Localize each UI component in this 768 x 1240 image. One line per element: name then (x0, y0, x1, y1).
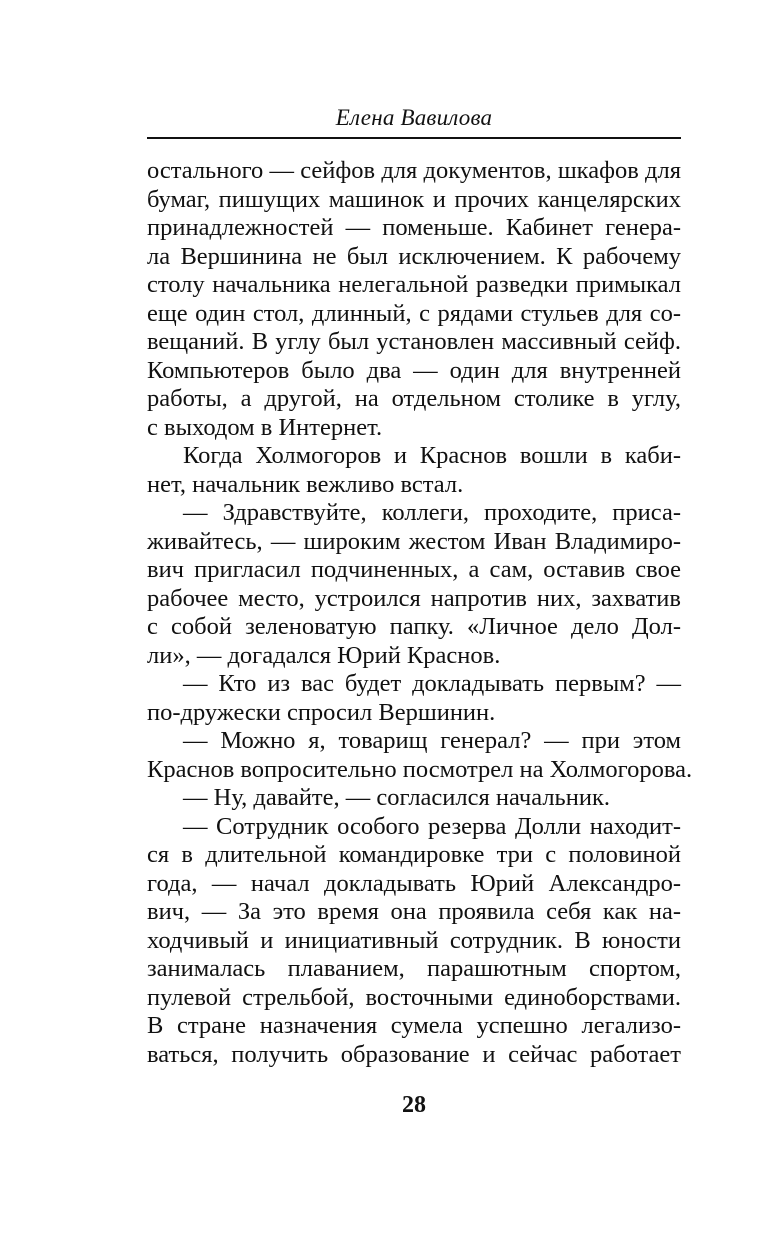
text-line: ла Вершинина не был исключением. К рабочему (147, 242, 681, 270)
text-line: занималась плаванием, парашютным спортом, (147, 955, 681, 982)
text-line: Краснов вопросительно посмотрел на Холмогорова. (147, 755, 693, 783)
text-line: пулевой стрельбой, восточными единоборствами. (147, 983, 681, 1011)
text-line: вич, — За это время она проявила себя как на- (147, 898, 681, 925)
text-line: ходчивый и инициативный сотрудник. В юности (147, 926, 681, 954)
body-text (147, 157, 693, 1069)
text-line: рабочее место, устроился напротив них, захватив (147, 584, 681, 612)
text-line: — Можно я, товарищ генерал? — при этом (183, 727, 681, 754)
text-line: столу начальника нелегальной разведки примыкал (147, 271, 681, 298)
text-line: Компьютеров было два — один для внутренней (147, 356, 681, 384)
text-line: еще один стол, длинный, с рядами стульев для со- (147, 299, 681, 327)
text-line: с выходом в Интернет. (147, 413, 383, 441)
text-line: ся в длительной командировке три с половиной (147, 841, 681, 868)
text-line: живайтесь, — широким жестом Иван Владимиро- (147, 527, 681, 555)
text-line: ваться, получить образование и сейчас работает (147, 1040, 681, 1068)
text-line: вич пригласил подчиненных, а сам, оставив свое (147, 556, 681, 583)
text-line: остального — сейфов для документов, шкафов для (147, 157, 681, 184)
running-head: Елена Вавилова (335, 105, 493, 130)
text-line: ли», — догадался Юрий Краснов. (147, 641, 501, 669)
text-line: — Здравствуйте, коллеги, проходите, приса- (183, 499, 681, 526)
text-line: бумаг, пишущих машинок и прочих канцелярских (147, 185, 681, 213)
text-line: с собой зеленоватую папку. «Личное дело Дол- (147, 613, 681, 640)
text-line: нет, начальник вежливо встал. (147, 470, 464, 498)
header-rule (147, 137, 681, 139)
page-number: 28 (402, 1092, 426, 1118)
text-line: — Ну, давайте, — согласился начальник. (183, 784, 610, 811)
text-line: года, — начал докладывать Юрий Александро- (147, 869, 681, 897)
text-line: работы, а другой, на отдельном столике в углу, (147, 385, 681, 412)
text-line: — Сотрудник особого резерва Долли находит- (183, 812, 681, 840)
text-line: Когда Холмогоров и Краснов вошли в каби- (183, 442, 681, 469)
text-line: В стране назначения сумела успешно легализо- (147, 1012, 681, 1039)
text-line: — Кто из вас будет докладывать первым? — (183, 670, 681, 697)
text-line: вещаний. В углу был установлен массивный сейф. (147, 328, 681, 355)
text-line: по-дружески спросил Вершинин. (147, 698, 496, 726)
text-line: принадлежностей — поменьше. Кабинет генера- (147, 214, 681, 241)
